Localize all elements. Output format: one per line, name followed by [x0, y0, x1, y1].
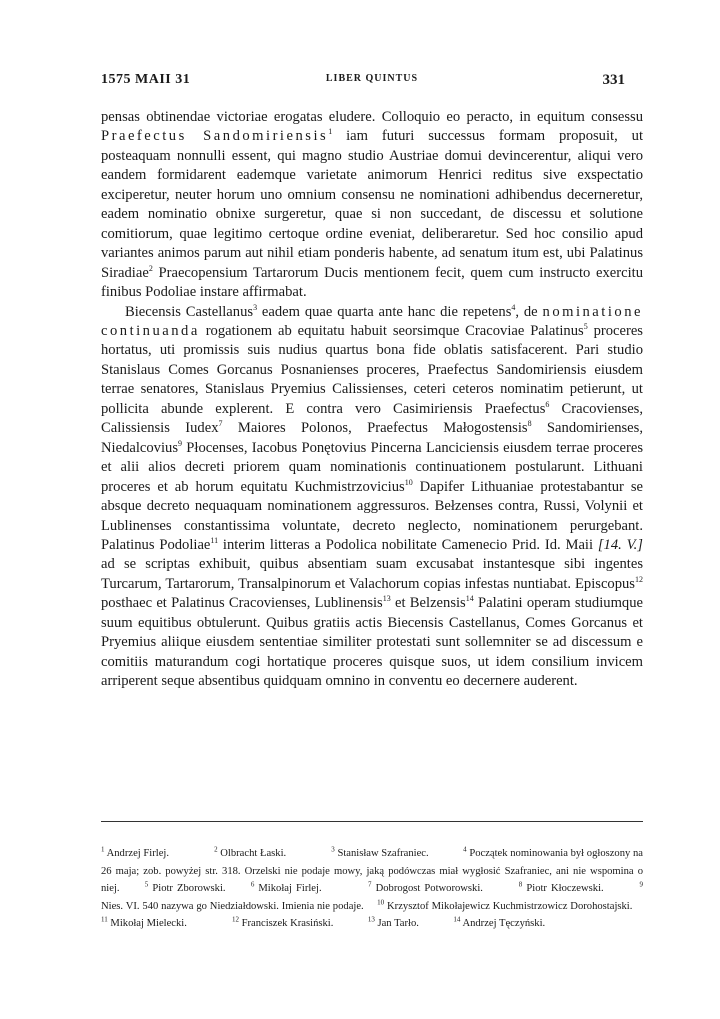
paragraph-1	[101, 108, 643, 303]
footnote-ref[interactable]: 1	[328, 127, 333, 137]
footnote-text: Andrzej Tęczyński.	[462, 918, 546, 930]
footnote-ref[interactable]: 7	[218, 419, 223, 429]
footnote-ref[interactable]: 9	[178, 438, 183, 448]
footnote-number: 12	[231, 915, 239, 924]
text-run: Biecensis Castellanus	[125, 303, 254, 320]
footnote-ref[interactable]: 2	[148, 263, 153, 273]
footnote-text: Początek nominowania był ogłoszony na 26 maja; zob. powyżej str. 318. Orzelski nie podaje mowy, jaką podówczas miał wygłosić Szafraniec, ani nie wspomina o niej.	[101, 848, 644, 895]
footnote-ref[interactable]: 10	[404, 477, 413, 487]
footnote-text: Mikołaj Mielecki.	[110, 918, 187, 930]
footnote-number: 9	[639, 880, 644, 889]
footnote-ref[interactable]: 12	[635, 575, 643, 585]
text-run: interim litteras a Podolica nobilitate Camenecio Prid. Id. Maii	[218, 536, 598, 553]
footnote-8	[518, 880, 604, 895]
footnote-text: Piotr Kłoczewski.	[526, 883, 604, 895]
footnote-text: Piotr Zborowski.	[152, 883, 226, 895]
text-run: posthaec et Palatinus Cracovienses, Lublinensis	[101, 595, 383, 612]
footnote-number: 2	[214, 845, 218, 854]
footnote-text: Stanisław Szafraniec.	[337, 848, 429, 859]
footnote-text: Krzysztof Mikołajewicz Kuchmistrzowicz Dorohostajski.	[387, 900, 633, 912]
footnote-text: Franciszek Krasiński.	[241, 918, 334, 930]
footnote-6	[250, 880, 322, 895]
text-run: eadem quae quarta ante hanc die repetens	[257, 303, 512, 320]
footnote-ref[interactable]: 5	[583, 322, 588, 332]
footnote-number: 8	[518, 880, 523, 889]
footnote-12	[231, 915, 334, 930]
footnote-ref[interactable]: 11	[210, 536, 219, 546]
text-run: iam futuri successus formam proposuit, ut posteaquam nonnulli essent, qui magno studio Austriae domui devincerentur, aliqui vero eandem formidarent eademque varietate animorum Henrici reditus sive exspectatio exciperetur, neuter horum uno omnium consensu ne nominationi adhibendus decerneretur, eadem nominatio obnixe surgeretur, quae si non succedant, de discessu et solutione comitiorum, quae legitimo certoque ordine eveniat, deliberaretur. Sed hoc consilio apud variantes animos parum aut nihil etiam ponderis habente, ad senatum itum est, ubi Palatinus Siradiae	[101, 128, 643, 281]
footnote-text: Mikołaj Firlej.	[258, 883, 322, 895]
footnote-14	[453, 915, 546, 930]
text-run: pensas obtinendae victoriae erogatas eludere. Colloquio eo peracto, in equitum consessu	[101, 109, 643, 125]
editorial-date: [14. V.]	[597, 536, 643, 553]
footnote-number: 7	[368, 880, 372, 889]
text-run: Płocenses, Iacobus Ponętovius Pincerna Lanciciensis eiusdem terrae proceres et alii alios decreti priorem quam nominationis continuationem postularunt. Lithuani proceres et ab horum equitatu Kuchmistrzovicius	[101, 439, 643, 495]
spaced-text: nominatione continuanda	[101, 303, 643, 339]
footnote-13	[367, 915, 419, 930]
header-book-title: LIBER QUINTUS	[325, 73, 419, 84]
text-run: et Belzensis	[390, 595, 466, 612]
footnote-number: 13	[367, 915, 375, 924]
footnote-separator	[101, 821, 643, 822]
footnote-text: Jan Tarło.	[377, 918, 419, 930]
footnote-number: 5	[144, 880, 149, 889]
footnote-1	[101, 845, 169, 859]
footnote-number: 3	[331, 845, 335, 854]
footnote-number: 11	[101, 915, 108, 924]
paragraph-2	[101, 303, 643, 692]
footnote-number: 6	[250, 880, 255, 889]
footnote-number: 1	[101, 845, 105, 854]
text-run: , de	[515, 303, 543, 320]
text-run: proceres hortatus, uti promissis suis nudius quartus bona fide oblatis satisfacerent. Pari studio Stanislaus Comes Gorcanus Posnanienses proceres, Praefectus Sandomiriensis eiusdem terrae senatores, Stanislaus Pryemius Calissienses, ceteri ceteros nominatim petierunt, ut pollicita abunde explerent. E contra vero Casimiriensis Praefectus	[101, 322, 643, 417]
spaced-text: Praefectus Sandomiriensis	[101, 128, 329, 145]
text-run: Dapifer Lithuaniae protestabantur se absque decreto nequaquam nominationem aggressuros. Bełzenses contra, Russi, Volynii et Lublinenses constantissima voluntate, decreto neglecto, nominationem perurgebant. Palatinus Podoliae	[101, 478, 643, 553]
footnote-10	[377, 898, 633, 912]
text-run: Maiores Polonos, Praefectus Małogostensis	[222, 420, 528, 437]
footnote-text: Nies. VI. 540 nazywa go Niedziałdowski. Imienia nie podaje.	[101, 900, 364, 912]
text-run: Sandomirienses, Niedalcovius	[101, 420, 643, 456]
footnote-2	[214, 845, 287, 859]
footnote-ref[interactable]: 6	[545, 399, 550, 409]
footnote-ref[interactable]: 3	[253, 302, 258, 312]
text-run: Praecopensium Tartarorum Ducis mentionem fecit, quem cum instructo exercitu finibus Podoliae instare affirmabat.	[101, 264, 643, 301]
footnote-ref[interactable]: 13	[382, 594, 391, 604]
footnote-5	[144, 880, 226, 895]
footnote-number: 14	[453, 915, 461, 924]
text-run: ad se scriptas exhibuit, quibus absentiam suam excusabat instantesque sibi ingentes Turcarum, Tartarorum, Transalpinorum et Valachorum copias infestas nuntiabat. Episcopus	[101, 556, 643, 592]
footnote-number: 4	[463, 845, 467, 854]
footnote-7	[368, 880, 483, 895]
main-text	[101, 108, 643, 692]
footnote-ref[interactable]: 8	[527, 419, 532, 429]
header-date: 1575 MAII 31	[101, 72, 191, 87]
footnote-ref[interactable]: 14	[465, 594, 474, 604]
footnotes	[101, 845, 643, 933]
text-run: Cracovienses, Calissiensis Iudex	[101, 400, 643, 437]
text-run: Palatini operam studiumque suum equitibus obtulerunt. Quibus gratiis actis Biecensis Castellanus, Comes Gorcanus et Pryemius aliique eiusdem sententiae similiter protestati sunt sollemniter se ad discessum e comitiis maturandum cogi hortatique proceres quisque suos, ut idem consilium invicem arriperent seque absentibus quidquam omnino in conventu eo decernere auderent.	[101, 595, 643, 690]
footnote-text: Andrzej Firlej.	[106, 848, 169, 859]
running-header	[101, 72, 643, 92]
footnote-text: Olbracht Łaski.	[220, 848, 287, 859]
page-number: 331	[602, 72, 625, 88]
footnote-11	[101, 915, 187, 930]
footnote-number: 10	[377, 898, 385, 907]
text-run: rogationem ab equitatu habuit seorsimque Cracoviae Palatinus	[199, 322, 584, 339]
footnote-3	[331, 845, 429, 859]
footnote-ref[interactable]: 4	[511, 302, 516, 312]
footnote-text: Dobrogost Potworowski.	[375, 883, 483, 895]
